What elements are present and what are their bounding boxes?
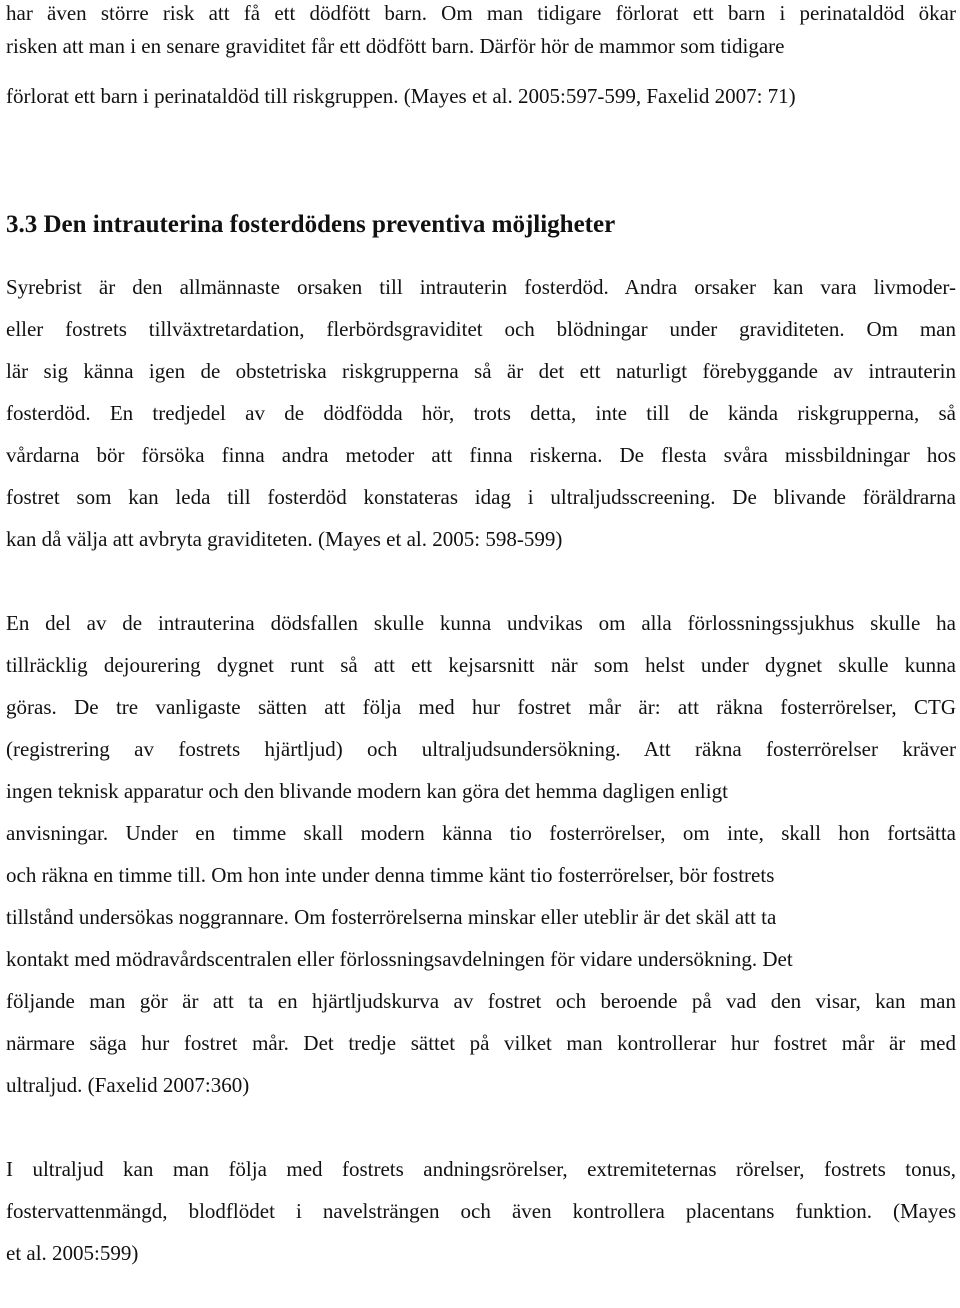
text-line: fostervattenmängd, blodflödet i navelsträngen och även kontrollera placentans funktion. (Mayes: [6, 1199, 956, 1223]
text-line: tillstånd undersökas noggrannare. Om fosterrörelserna minskar eller uteblir är det skäl att ta: [6, 905, 777, 929]
text-line: kontakt med mödravårdscentralen eller förlossningsavdelningen för vidare undersökning. Det: [6, 947, 793, 971]
text-line: (registrering av fostrets hjärtljud) och ultraljudsundersökning. Att räkna fosterrörelser kräver: [6, 737, 956, 761]
text-line: En del av de intrauterina dödsfallen skulle kunna undvikas om alla förlossningssjukhus skulle ha: [6, 611, 956, 635]
text-line: ultraljud. (Faxelid 2007:360): [6, 1073, 250, 1097]
text-line: Syrebrist är den allmännaste orsaken till intrauterin fosterdöd. Andra orsaker kan vara livmoder-: [6, 275, 956, 299]
text-line: närmare säga hur fostret mår. Det tredje sättet på vilket man kontrollerar hur fostret mår är med: [6, 1031, 956, 1055]
text-line: vårdarna bör försöka finna andra metoder att finna riskerna. De flesta svåra missbildningar hos: [6, 443, 956, 467]
text-line: fosterdöd. En tredjedel av de dödfödda hör, trots detta, inte till de kända riskgrupperna, så: [6, 401, 956, 425]
text-line: risken att man i en senare graviditet får ett dödfött barn. Därför hör de mammor som tidigare: [6, 34, 785, 58]
section-heading: 3.3 Den intrauterina fosterdödens preventiva möjligheter: [6, 211, 616, 238]
text-line: tillräcklig dejourering dygnet runt så att ett kejsarsnitt när som helst under dygnet skulle kunna: [6, 653, 956, 677]
text-line: anvisningar. Under en timme skall modern känna tio fosterrörelser, om inte, skall hon fortsätta: [6, 821, 956, 845]
text-line: lär sig känna igen de obstetriska riskgrupperna så är det ett naturligt förebyggande av intrauterin: [6, 359, 956, 383]
text-line: fostret som kan leda till fosterdöd konstateras idag i ultraljudsscreening. De blivande föräldrarna: [6, 485, 956, 509]
text-line: eller fostrets tillväxtretardation, flerbördsgraviditet och blödningar under graviditeten. Om man: [6, 317, 956, 341]
text-line: har även större risk att få ett dödfött barn. Om man tidigare förlorat ett barn i perinataldöd ökar: [6, 1, 956, 25]
text-line: I ultraljud kan man följa med fostrets andningsrörelser, extremiteternas rörelser, fostrets tonus,: [6, 1157, 956, 1181]
text-line: följande man gör är att ta en hjärtljudskurva av fostret och beroende på vad den visar, kan man: [6, 989, 956, 1013]
text-line: göras. De tre vanligaste sätten att följa med hur fostret mår är: att räkna fosterrörelser, CTG: [6, 695, 956, 719]
text-line: et al. 2005:599): [6, 1241, 139, 1265]
text-line: ingen teknisk apparatur och den blivande modern kan göra det hemma dagligen enligt: [6, 779, 728, 803]
text-line: kan då välja att avbryta graviditeten. (Mayes et al. 2005: 598-599): [6, 527, 563, 551]
text-line: och räkna en timme till. Om hon inte under denna timme känt tio fosterrörelser, bör fostrets: [6, 863, 775, 887]
text-line: förlorat ett barn i perinataldöd till riskgruppen. (Mayes et al. 2005:597-599, Faxelid 2007: 71): [6, 84, 796, 108]
